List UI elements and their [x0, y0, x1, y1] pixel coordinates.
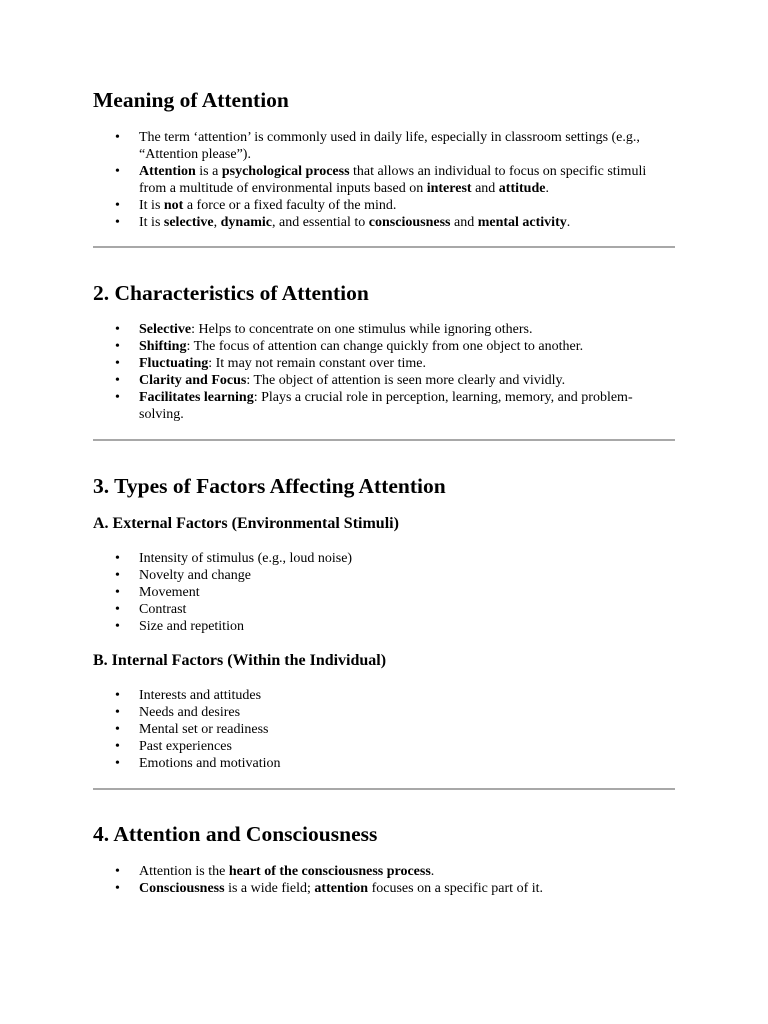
section-divider — [93, 439, 675, 441]
internal-factors-list — [93, 687, 675, 772]
external-factors-list-item: • Contrast — [93, 601, 675, 618]
internal-factors-list-item: • Emotions and motivation — [93, 755, 675, 772]
section-title-consciousness: 4. Attention and Consciousness — [93, 822, 378, 846]
subheading-internal-factors: B. Internal Factors (Within the Individual) — [93, 652, 387, 669]
internal-factors-list-item: • Needs and desires — [93, 704, 675, 721]
characteristics-list — [93, 321, 675, 423]
external-factors-list-item: • Novelty and change — [93, 567, 675, 584]
external-factors-list-item: • Movement — [93, 584, 675, 601]
consciousness-list-item: • Attention is the heart of the consciousness process. — [93, 863, 675, 880]
section-divider — [93, 246, 675, 248]
meaning-list-item: • It is not a force or a fixed faculty of the mind. — [93, 197, 675, 214]
subheading-external-factors: A. External Factors (Environmental Stimuli) — [93, 515, 399, 532]
internal-factors-list-item: • Mental set or readiness — [93, 721, 675, 738]
meaning-list-item: • It is selective, dynamic, and essential to consciousness and mental activity. — [93, 214, 675, 231]
meaning-list-item: • The term ‘attention’ is commonly used in daily life, especially in classroom settings (e.g., “Attention please”). — [93, 129, 675, 163]
internal-factors-list-item: • Interests and attitudes — [93, 687, 675, 704]
meaning-list-item: • Attention is a psychological process that allows an individual to focus on specific stimuli from a multitude of environmental inputs based on interest and attitude. — [93, 163, 675, 197]
internal-factors-list-item: • Past experiences — [93, 738, 675, 755]
meaning-list — [93, 129, 675, 231]
external-factors-list-item: • Size and repetition — [93, 618, 675, 635]
section-title-meaning: Meaning of Attention — [93, 88, 289, 112]
consciousness-list — [93, 863, 675, 897]
consciousness-list-item: • Consciousness is a wide field; attention focuses on a specific part of it. — [93, 880, 675, 897]
characteristics-list-item: • Selective: Helps to concentrate on one stimulus while ignoring others. — [93, 321, 675, 338]
characteristics-list-item: • Clarity and Focus: The object of attention is seen more clearly and vividly. — [93, 372, 675, 389]
section-divider — [93, 788, 675, 790]
external-factors-list — [93, 550, 675, 635]
characteristics-list-item: • Facilitates learning: Plays a crucial role in perception, learning, memory, and problem-solving. — [93, 389, 675, 423]
section-title-characteristics: 2. Characteristics of Attention — [93, 281, 369, 305]
characteristics-list-item: • Shifting: The focus of attention can change quickly from one object to another. — [93, 338, 675, 355]
external-factors-list-item: • Intensity of stimulus (e.g., loud noise) — [93, 550, 675, 567]
section-title-factors: 3. Types of Factors Affecting Attention — [93, 474, 446, 498]
characteristics-list-item: • Fluctuating: It may not remain constant over time. — [93, 355, 675, 372]
